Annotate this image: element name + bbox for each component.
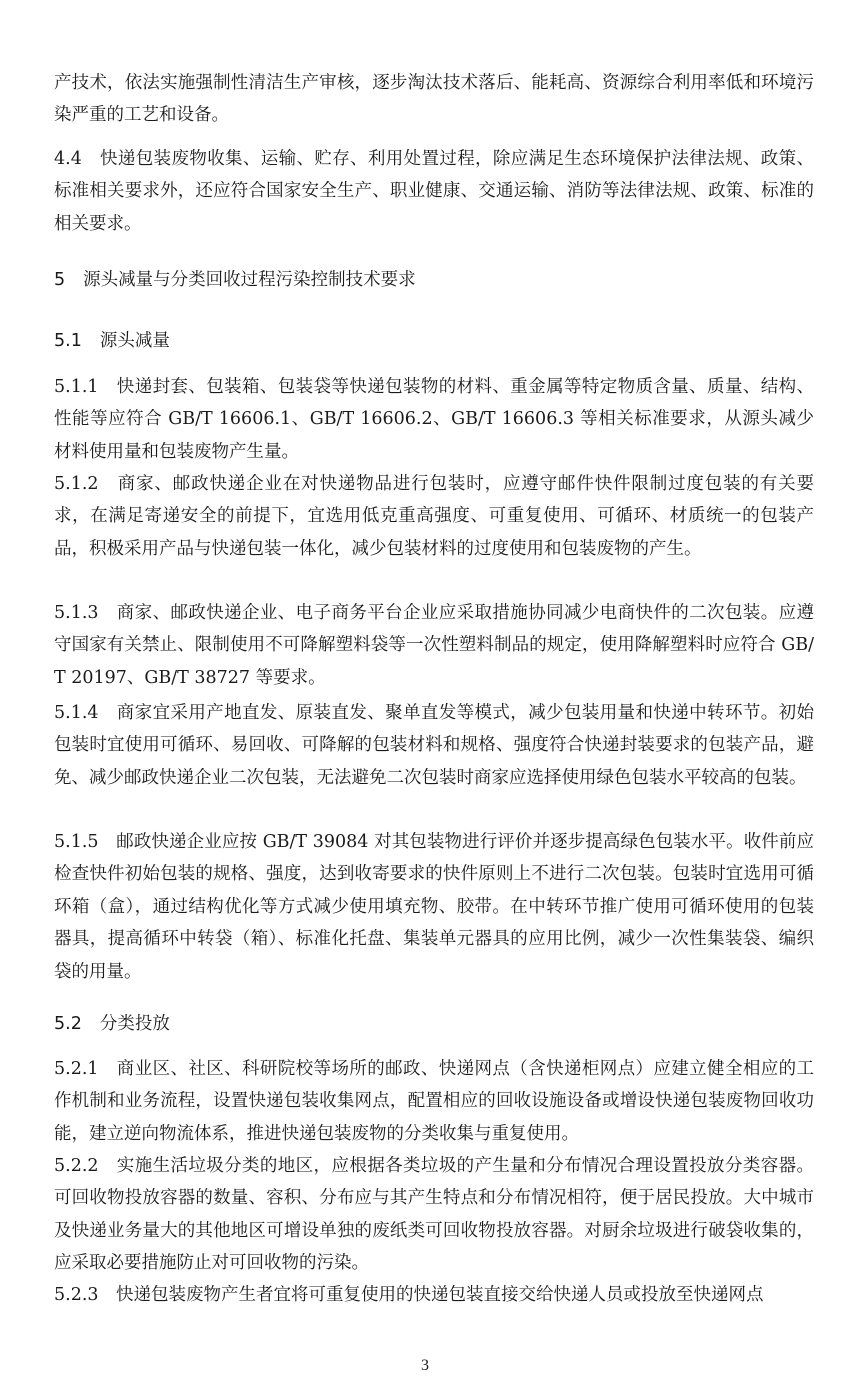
paragraph-4-4: 4.4 快递包装废物收集、运输、贮存、利用处置过程，除应满足生态环境保护法律法规、政策、标准相关要求外，还应符合国家安全生产、职业健康、交通运输、消防等法律法规、政策、标准的相关要求。 [54,149,814,234]
heading-5-2-number: 5.2 [54,1014,82,1034]
paragraph-5-1-4: 5.1.4 商家宜采用产地直发、原装直发、聚单直发等模式，减少包装用量和快递中转环节。初始包装时宜使用可循环、易回收、可降解的包装材料和规格、强度符合快递封装要求的包装产品，避免、减少邮政快递企业二次包装，无法避免二次包装时商家应选择使用绿色包装水平较高的包装。 [54,703,814,788]
heading-5-1-number: 5.1 [54,331,82,351]
heading-5-2-title: 分类投放 [99,1014,170,1034]
heading-5-1 [54,329,170,353]
heading-5-1-title: 源头减量 [99,331,170,351]
heading-5-number: 5 [54,270,66,290]
heading-5-2 [54,1012,170,1036]
paragraph-intro: 产技术，依法实施强制性清洁生产审核，逐步淘汰技术落后、能耗高、资源综合利用率低和环境污染严重的工艺和设备。 [54,73,814,126]
paragraph-5-2-3: 5.2.3 快递包装废物产生者宜将可重复使用的快递包装直接交给快递人员或投放至快递网点 [54,1285,764,1305]
paragraph-5-1-2: 5.1.2 商家、邮政快递企业在对快递物品进行包装时，应遵守邮件快件限制过度包装的有关要求，在满足寄递安全的前提下，宜选用低克重高强度、可重复使用、可循环、材质统一的包装产品，积极采用产品与快递包装一体化，减少包装材料的过度使用和包装废物的产生。 [54,474,814,559]
heading-5-title: 源头减量与分类回收过程污染控制技术要求 [83,270,416,290]
paragraph-5-1-1: 5.1.1 快递封套、包装箱、包装袋等快递包装物的材料、重金属等特定物质含量、质量、结构、性能等应符合 GB/T 16606.1、GB/T 16606.2、GB/T 16606.3 等相关标准要求，从源头减少材料使用量和包装废物产生量。 [54,377,814,462]
page-number: 3 [421,1357,429,1374]
heading-5 [54,268,416,292]
paragraph-5-1-5: 5.1.5 邮政快递企业应按 GB/T 39084 对其包装物进行评价并逐步提高绿色包装水平。收件前应检查快件初始包装的规格、强度，达到收寄要求的快件原则上不进行二次包装。包装时宜选用可循环箱（盒），通过结构优化等方式减少使用填充物、胶带。在中转环节推广使用可循环使用的包装器具，提高循环中转袋（箱）、标准化托盘、集装单元器具的应用比例，减少一次性集装袋、编织袋的用量。 [54,832,814,982]
paragraph-5-2-1: 5.2.1 商业区、社区、科研院校等场所的邮政、快递网点（含快递柜网点）应建立健全相应的工作机制和业务流程，设置快递包装收集网点，配置相应的回收设施设备或增设快递包装废物回收功能，建立逆向物流体系，推进快递包装废物的分类收集与重复使用。 [54,1059,814,1144]
paragraph-5-1-3: 5.1.3 商家、邮政快递企业、电子商务平台企业应采取措施协同减少电商快件的二次包装。应遵守国家有关禁止、限制使用不可降解塑料袋等一次性塑料制品的规定，使用降解塑料时应符合 GB/T 20197、GB/T 38727 等要求。 [54,603,814,688]
paragraph-5-2-2: 5.2.2 实施生活垃圾分类的地区，应根据各类垃圾的产生量和分布情况合理设置投放分类容器。可回收物投放容器的数量、容积、分布应与其产生特点和分布情况相符，便于居民投放。大中城市及快递业务量大的其他地区可增设单独的废纸类可回收物投放容器。对厨余垃圾进行破袋收集的，应采取必要措施防止对可回收物的污染。 [54,1156,814,1274]
